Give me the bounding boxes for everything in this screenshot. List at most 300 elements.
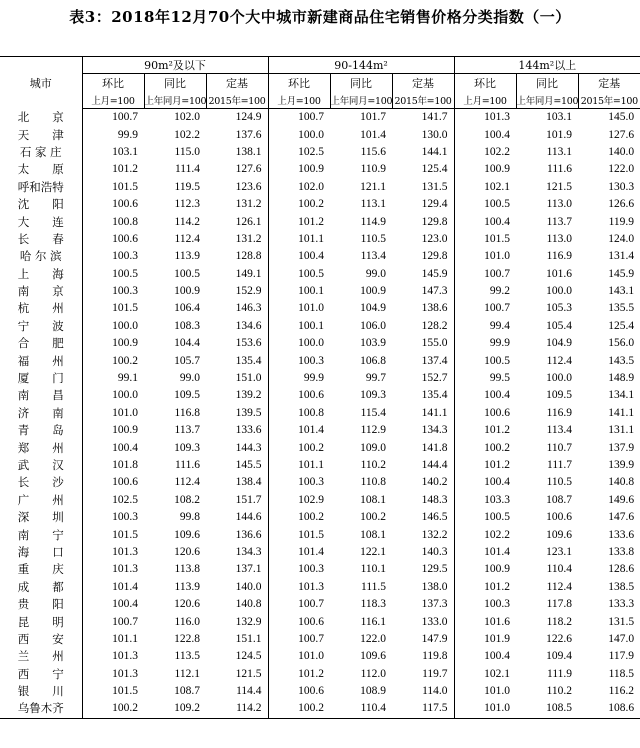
index-value-cell: 101.3 <box>112 563 138 576</box>
index-value-cell: 140.2 <box>421 476 448 489</box>
fixed-base-header: 定基 <box>578 74 640 92</box>
index-value-cell: 114.2 <box>206 700 268 718</box>
city-name: 长 沙 <box>0 474 82 491</box>
index-value-cell: 120.6 <box>174 598 200 611</box>
index-value-cell: 137.9 <box>608 441 635 454</box>
index-value-cell: 145.0 <box>608 111 635 124</box>
city-name: 北 京 <box>0 109 82 127</box>
index-value-cell: 112.1 <box>174 667 200 680</box>
index-value-cell: 102.2 <box>174 128 200 141</box>
index-value-cell: 108.1 <box>360 493 387 506</box>
city-name: 太 原 <box>0 161 82 178</box>
index-value-cell: 129.8 <box>421 250 448 263</box>
index-value-cell: 113.8 <box>174 563 200 576</box>
index-value-cell: 113.0 <box>546 198 573 211</box>
index-value-cell: 124.5 <box>235 650 262 663</box>
city-name: 大 连 <box>0 213 82 230</box>
city-name: 长 春 <box>0 231 82 248</box>
city-name: 兰 州 <box>0 648 82 665</box>
index-value-cell: 127.6 <box>608 128 635 141</box>
fixed-base-header: 定基 <box>206 74 268 92</box>
index-value-cell: 105.7 <box>174 354 200 367</box>
index-value-cell: 146.5 <box>421 511 448 524</box>
yoy-header: 同比 <box>516 74 578 92</box>
city-name: 西 宁 <box>0 666 82 683</box>
index-value-cell: 100.2 <box>268 700 330 718</box>
index-value-cell: 152.7 <box>421 372 448 385</box>
index-value-cell: 101.6 <box>546 267 573 280</box>
table-row <box>0 387 640 404</box>
city-name: 合 肥 <box>0 335 82 352</box>
price-index-table <box>0 56 640 719</box>
index-value-cell: 100.9 <box>268 161 330 178</box>
index-value-cell: 149.6 <box>608 493 635 506</box>
index-value-cell: 100.6 <box>112 198 138 211</box>
index-value-cell: 141.1 <box>421 406 448 419</box>
index-value-cell: 103.1 <box>112 145 138 158</box>
index-value-cell: 122.0 <box>360 632 387 645</box>
index-value-cell: 106.8 <box>360 354 387 367</box>
index-value-cell: 133.0 <box>421 615 448 628</box>
index-value-cell: 100.5 <box>454 352 516 369</box>
index-value-cell: 127.6 <box>235 163 262 176</box>
index-value-cell: 101.2 <box>112 163 138 176</box>
index-value-cell: 119.5 <box>174 180 200 193</box>
mom-header: 环比 <box>102 76 124 90</box>
index-value-cell: 112.0 <box>360 667 387 680</box>
index-value-cell: 110.2 <box>546 685 573 698</box>
index-value-cell: 134.6 <box>235 319 262 332</box>
mom-base-label: 上月=100 <box>268 91 330 109</box>
index-value-cell: 144.4 <box>421 459 448 471</box>
index-value-cell: 130.3 <box>608 180 635 193</box>
index-value-cell: 139.5 <box>235 406 262 419</box>
index-value-cell: 123.6 <box>235 180 262 193</box>
index-value-cell: 100.7 <box>268 596 330 613</box>
index-value-cell: 122.1 <box>360 545 387 558</box>
index-value-cell: 113.4 <box>546 424 573 437</box>
index-value-cell: 101.5 <box>454 231 516 248</box>
index-value-cell: 116.0 <box>174 615 200 628</box>
index-value-cell: 138.6 <box>421 302 448 315</box>
index-value-cell: 121.5 <box>235 667 262 680</box>
index-value-cell: 100.9 <box>174 285 200 298</box>
index-value-cell: 110.5 <box>546 476 573 489</box>
index-value-cell: 111.6 <box>174 459 200 471</box>
table-row <box>0 509 640 526</box>
index-value-cell: 100.7 <box>454 300 516 317</box>
index-value-cell: 137.1 <box>235 563 262 576</box>
index-value-cell: 113.4 <box>360 250 387 263</box>
city-name: 南 昌 <box>0 387 82 404</box>
index-value-cell: 109.6 <box>360 650 387 663</box>
index-value-cell: 99.0 <box>179 372 200 385</box>
index-value-cell: 113.0 <box>546 232 573 245</box>
index-value-cell: 100.0 <box>546 285 573 298</box>
index-value-cell: 131.4 <box>608 250 635 263</box>
index-value-cell: 145.9 <box>421 267 448 280</box>
index-value-cell: 116.2 <box>608 685 635 698</box>
index-value-cell: 100.2 <box>268 196 330 213</box>
table-row <box>0 126 640 143</box>
city-name: 广 州 <box>0 492 82 509</box>
table-row <box>0 370 640 387</box>
index-value-cell: 138.4 <box>235 476 262 489</box>
table-row <box>0 109 640 127</box>
sub-header-row <box>0 74 640 92</box>
index-value-cell: 100.4 <box>112 441 138 454</box>
index-value-cell: 100.7 <box>268 631 330 648</box>
index-value-cell: 131.2 <box>235 232 262 245</box>
index-value-cell: 100.2 <box>360 511 387 524</box>
index-value-cell: 100.4 <box>454 213 516 230</box>
table-row <box>0 213 640 230</box>
index-value-cell: 116.8 <box>174 406 200 419</box>
index-value-cell: 101.3 <box>112 650 138 663</box>
index-value-cell: 133.8 <box>608 545 635 558</box>
index-value-cell: 110.2 <box>360 459 387 471</box>
table-row <box>0 300 640 317</box>
index-value-cell: 138.0 <box>421 580 448 593</box>
table-row <box>0 683 640 700</box>
city-name: 海 口 <box>0 544 82 561</box>
city-name: 成 都 <box>0 579 82 596</box>
index-value-cell: 117.9 <box>608 650 635 663</box>
index-value-cell: 102.9 <box>268 492 330 509</box>
index-value-cell: 139.2 <box>235 389 262 402</box>
yoy-base-label: 上年同月=100 <box>516 91 578 109</box>
yoy-header: 同比 <box>144 74 206 92</box>
index-value-cell: 108.7 <box>546 493 573 506</box>
index-value-cell: 99.0 <box>365 267 387 280</box>
index-value-cell: 140.0 <box>608 145 635 158</box>
index-value-cell: 111.5 <box>361 580 387 593</box>
index-value-cell: 115.6 <box>360 145 387 158</box>
index-value-cell: 100.3 <box>112 511 138 524</box>
index-value-cell: 114.2 <box>174 215 200 228</box>
index-value-cell: 110.4 <box>546 563 573 576</box>
index-value-cell: 125.4 <box>421 163 448 176</box>
table-row <box>0 544 640 561</box>
index-value-cell: 100.8 <box>268 405 330 422</box>
table-row <box>0 457 640 474</box>
index-value-cell: 113.7 <box>546 215 573 228</box>
table-body <box>0 109 640 719</box>
table-row <box>0 474 640 491</box>
index-value-cell: 118.5 <box>608 667 635 680</box>
index-value-cell: 101.4 <box>268 544 330 561</box>
index-value-cell: 100.6 <box>454 405 516 422</box>
table-row <box>0 439 640 456</box>
index-value-cell: 118.2 <box>546 615 573 628</box>
index-value-cell: 147.9 <box>421 632 448 645</box>
index-value-cell: 100.9 <box>454 161 516 178</box>
table-row <box>0 613 640 630</box>
city-name: 南 宁 <box>0 526 82 543</box>
base-header-row <box>0 91 640 109</box>
index-value-cell: 103.1 <box>546 111 573 124</box>
index-value-cell: 100.6 <box>112 232 138 245</box>
index-value-cell: 117.5 <box>392 700 454 718</box>
index-value-cell: 113.7 <box>174 424 200 437</box>
index-value-cell: 111.7 <box>547 459 573 471</box>
index-value-cell: 124.0 <box>608 232 635 245</box>
table-row <box>0 283 640 300</box>
table-row <box>0 266 640 283</box>
index-value-cell: 120.6 <box>174 545 200 558</box>
index-value-cell: 99.9 <box>454 335 516 352</box>
index-value-cell: 101.5 <box>112 685 138 698</box>
index-value-cell: 100.4 <box>268 248 330 265</box>
mom-header: 环比 <box>454 74 516 92</box>
index-value-cell: 100.0 <box>268 126 330 143</box>
index-value-cell: 101.2 <box>454 579 516 596</box>
index-value-cell: 138.5 <box>608 580 635 593</box>
table-row <box>0 492 640 509</box>
group-header-medium: 90-144m² <box>268 57 454 74</box>
index-value-cell: 137.4 <box>421 354 448 367</box>
index-value-cell: 151.0 <box>235 372 262 385</box>
index-value-cell: 100.3 <box>112 250 138 263</box>
index-value-cell: 101.1 <box>268 457 330 474</box>
city-name: 南 京 <box>0 283 82 300</box>
index-value-cell: 99.5 <box>454 370 516 387</box>
index-value-cell: 99.4 <box>454 318 516 335</box>
index-value-cell: 101.2 <box>454 457 516 474</box>
index-value-cell: 102.0 <box>174 111 200 124</box>
index-value-cell: 140.8 <box>608 476 635 489</box>
index-value-cell: 125.4 <box>608 319 635 332</box>
index-value-cell: 117.8 <box>546 598 573 611</box>
table-row <box>0 179 640 196</box>
index-value-cell: 101.2 <box>454 422 516 439</box>
index-value-cell: 101.5 <box>112 528 138 541</box>
index-value-cell: 122.0 <box>608 163 635 176</box>
index-value-cell: 143.5 <box>608 354 635 367</box>
city-name: 呼和浩特 <box>0 179 82 196</box>
index-value-cell: 100.6 <box>546 511 573 524</box>
index-value-cell: 100.7 <box>112 111 138 124</box>
index-value-cell: 100.2 <box>268 439 330 456</box>
index-value-cell: 144.6 <box>235 511 262 524</box>
index-value-cell: 116.9 <box>546 250 573 263</box>
index-value-cell: 101.0 <box>454 248 516 265</box>
index-value-cell: 114.9 <box>360 215 387 228</box>
index-value-cell: 99.1 <box>117 372 138 385</box>
index-value-cell: 146.3 <box>235 302 262 315</box>
table-title: 表3：2018年12月70个大中城市新建商品住宅销售价格分类指数（一） <box>69 8 571 26</box>
index-value-cell: 128.2 <box>421 319 448 332</box>
index-value-cell: 109.6 <box>546 528 573 541</box>
index-value-cell: 99.9 <box>268 370 330 387</box>
index-value-cell: 100.9 <box>112 337 138 350</box>
index-value-cell: 151.1 <box>235 632 262 645</box>
index-value-cell: 100.6 <box>268 613 330 630</box>
index-value-cell: 100.9 <box>360 285 387 298</box>
index-value-cell: 104.9 <box>360 302 387 315</box>
city-name: 福 州 <box>0 352 82 369</box>
index-value-cell: 140.0 <box>235 580 262 593</box>
index-value-cell: 156.0 <box>608 337 635 350</box>
index-value-cell: 106.0 <box>360 319 387 332</box>
index-value-cell: 112.4 <box>546 580 573 593</box>
city-name: 重 庆 <box>0 561 82 578</box>
index-value-cell: 106.4 <box>174 302 200 315</box>
index-value-cell: 108.7 <box>174 685 200 698</box>
city-name: 宁 波 <box>0 318 82 335</box>
fixed-base-label: 2015年=100 <box>206 91 268 109</box>
index-value-cell: 102.0 <box>268 179 330 196</box>
index-value-cell: 101.4 <box>454 544 516 561</box>
index-value-cell: 104.9 <box>546 337 573 350</box>
fixed-base-label: 2015年=100 <box>578 91 640 109</box>
index-value-cell: 102.5 <box>268 144 330 161</box>
index-value-cell: 114.4 <box>236 685 262 698</box>
table-row <box>0 631 640 648</box>
table-row <box>0 161 640 178</box>
index-value-cell: 100.7 <box>112 615 138 628</box>
index-value-cell: 100.6 <box>268 387 330 404</box>
city-name: 银 川 <box>0 683 82 700</box>
index-value-cell: 100.1 <box>268 283 330 300</box>
index-value-cell: 128.6 <box>608 563 635 576</box>
index-value-cell: 100.5 <box>112 267 138 280</box>
index-value-cell: 100.2 <box>454 439 516 456</box>
index-value-cell: 101.6 <box>454 613 516 630</box>
index-value-cell: 101.5 <box>268 526 330 543</box>
index-value-cell: 133.3 <box>608 598 635 611</box>
index-value-cell: 101.0 <box>112 406 138 419</box>
index-value-cell: 100.0 <box>268 335 330 352</box>
index-value-cell: 100.8 <box>112 215 138 228</box>
index-value-cell: 100.3 <box>268 561 330 578</box>
index-value-cell: 110.7 <box>546 441 573 454</box>
index-value-cell: 134.3 <box>235 545 262 558</box>
index-value-cell: 115.0 <box>174 145 200 158</box>
index-value-cell: 119.7 <box>422 667 448 680</box>
index-value-cell: 99.9 <box>117 128 138 141</box>
index-value-cell: 103.9 <box>360 337 387 350</box>
city-name: 上 海 <box>0 266 82 283</box>
index-value-cell: 134.3 <box>421 424 448 437</box>
group-header-large: 144m²以上 <box>454 57 640 74</box>
index-value-cell: 101.4 <box>112 580 138 593</box>
index-value-cell: 102.2 <box>454 526 516 543</box>
index-value-cell: 110.5 <box>360 232 387 245</box>
index-value-cell: 100.5 <box>268 266 330 283</box>
index-value-cell: 101.7 <box>360 111 387 124</box>
table-row <box>0 352 640 369</box>
index-value-cell: 111.9 <box>547 667 573 680</box>
table-row <box>0 248 640 265</box>
index-value-cell: 100.6 <box>268 683 330 700</box>
index-value-cell: 108.3 <box>174 319 200 332</box>
index-value-cell: 101.1 <box>268 231 330 248</box>
index-value-cell: 100.4 <box>112 598 138 611</box>
index-value-cell: 113.9 <box>174 250 200 263</box>
index-value-cell: 101.5 <box>112 302 138 315</box>
table-row <box>0 526 640 543</box>
index-value-cell: 129.8 <box>421 215 448 228</box>
index-value-cell: 101.4 <box>268 422 330 439</box>
index-value-cell: 100.7 <box>268 109 330 127</box>
index-value-cell: 101.0 <box>454 683 516 700</box>
index-value-cell: 121.5 <box>546 180 573 193</box>
index-value-cell: 118.3 <box>360 598 387 611</box>
index-value-cell: 135.4 <box>421 389 448 402</box>
index-value-cell: 110.1 <box>360 563 387 576</box>
index-value-cell: 100.0 <box>112 389 138 402</box>
index-value-cell: 109.6 <box>174 528 200 541</box>
index-value-cell: 101.2 <box>268 666 330 683</box>
index-value-cell: 148.9 <box>608 372 635 385</box>
index-value-cell: 100.0 <box>546 372 573 385</box>
index-value-cell: 112.4 <box>174 476 200 489</box>
index-value-cell: 99.2 <box>454 283 516 300</box>
index-value-cell: 131.1 <box>608 424 635 437</box>
index-value-cell: 141.7 <box>421 111 448 124</box>
index-value-cell: 101.0 <box>454 700 516 718</box>
index-value-cell: 122.6 <box>546 632 573 645</box>
index-value-cell: 122.8 <box>174 632 200 645</box>
table-row <box>0 561 640 578</box>
index-value-cell: 139.9 <box>608 459 635 471</box>
index-value-cell: 145.5 <box>235 459 262 471</box>
index-value-cell: 100.1 <box>268 318 330 335</box>
index-value-cell: 101.1 <box>112 632 138 645</box>
index-value-cell: 105.4 <box>546 319 573 332</box>
index-value-cell: 109.2 <box>144 700 206 718</box>
index-value-cell: 133.6 <box>608 528 635 541</box>
index-value-cell: 104.4 <box>174 337 200 350</box>
index-value-cell: 100.3 <box>268 474 330 491</box>
city-name: 天 津 <box>0 126 82 143</box>
index-value-cell: 101.3 <box>112 545 138 558</box>
index-value-cell: 101.9 <box>546 128 573 141</box>
table-row <box>0 231 640 248</box>
index-value-cell: 132.2 <box>421 528 448 541</box>
index-value-cell: 144.1 <box>421 145 448 158</box>
city-name: 哈 尔 滨 <box>0 248 82 265</box>
index-value-cell: 99.8 <box>179 511 200 524</box>
index-value-cell: 99.7 <box>365 372 387 385</box>
table-row <box>0 318 640 335</box>
index-value-cell: 110.4 <box>330 700 392 718</box>
index-value-cell: 102.5 <box>112 493 138 506</box>
index-value-cell: 148.3 <box>421 493 448 506</box>
index-value-cell: 113.1 <box>360 198 387 211</box>
index-value-cell: 152.9 <box>235 285 262 298</box>
index-value-cell: 101.3 <box>454 109 516 127</box>
index-value-cell: 109.4 <box>546 650 573 663</box>
city-name: 青 岛 <box>0 422 82 439</box>
index-value-cell: 131.5 <box>421 180 448 193</box>
city-column-header: 城市 <box>0 57 82 109</box>
index-value-cell: 108.2 <box>174 493 200 506</box>
index-value-cell: 151.7 <box>235 493 262 506</box>
index-value-cell: 100.0 <box>112 319 138 332</box>
index-value-cell: 101.8 <box>112 459 138 471</box>
yoy-base-label: 上年同月=100 <box>330 91 392 109</box>
index-value-cell: 141.1 <box>608 406 635 419</box>
index-value-cell: 102.1 <box>454 179 516 196</box>
index-value-cell: 113.9 <box>174 580 200 593</box>
index-value-cell: 109.3 <box>360 389 387 402</box>
index-value-cell: 141.8 <box>421 441 448 454</box>
index-value-cell: 108.9 <box>360 685 387 698</box>
index-value-cell: 100.7 <box>454 266 516 283</box>
index-value-cell: 112.4 <box>546 354 573 367</box>
